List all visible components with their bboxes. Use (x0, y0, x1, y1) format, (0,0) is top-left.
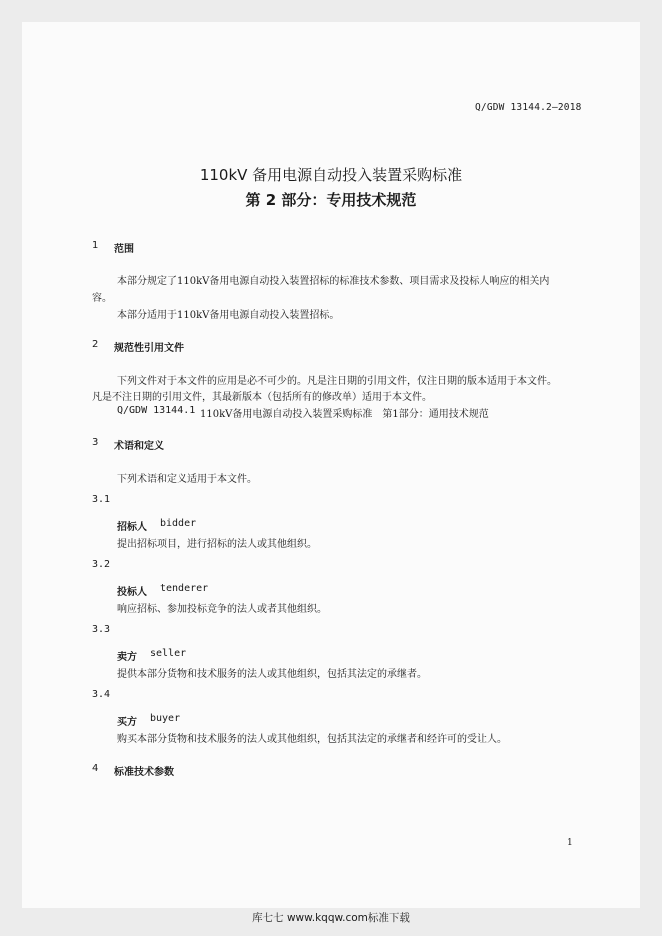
footer-source: 库七七 www.kqqw.com标准下载 (252, 912, 410, 924)
term-chinese: 买方 (117, 717, 137, 728)
term-english: bidder (160, 518, 197, 529)
term-number: 3.4 (92, 689, 111, 700)
term-english: tenderer (160, 583, 209, 594)
paragraph: 下列术语和定义适用于本文件。 (117, 474, 257, 485)
paragraph: 本部分规定了110kV备用电源自动投入装置招标的标准技术参数、项目需求及投标人响应的相关内 (117, 276, 550, 287)
reference-code: Q/GDW 13144.1 (117, 405, 196, 416)
section-number: 4 (92, 763, 99, 774)
section-number: 2 (92, 339, 99, 350)
section-title-scope: 范围 (114, 244, 134, 255)
term-definition: 响应招标、参加投标竞争的法人或者其他组织。 (117, 604, 327, 615)
doc-number: Q/GDW 13144.2—2018 (475, 102, 582, 113)
section-number: 3 (92, 437, 99, 448)
term-definition: 提供本部分货物和技术服务的法人或其他组织，包括其法定的承继者。 (117, 669, 427, 680)
term-number: 3.2 (92, 559, 111, 570)
paragraph: 凡是不注日期的引用文件，其最新版本（包括所有的修改单）适用于本文件。 (92, 392, 432, 403)
section-title-terms-definitions: 术语和定义 (114, 441, 164, 452)
term-english: buyer (150, 713, 181, 724)
term-definition: 提出招标项目，进行招标的法人或其他组织。 (117, 539, 317, 550)
term-chinese: 投标人 (117, 587, 147, 598)
paragraph: 容。 (92, 293, 112, 304)
term-number: 3.1 (92, 494, 111, 505)
section-number: 1 (92, 240, 99, 251)
reference-title: 110kV备用电源自动投入装置采购标准 第1部分：通用技术规范 (200, 409, 489, 420)
section-title-technical-parameters: 标准技术参数 (114, 767, 174, 778)
paragraph: 本部分适用于110kV备用电源自动投入装置招标。 (117, 310, 340, 321)
section-title-normative-references: 规范性引用文件 (114, 343, 184, 354)
paragraph: 下列文件对于本文件的应用是必不可少的。凡是注日期的引用文件，仅注日期的版本适用于本文件。 (117, 376, 557, 387)
doc-subtitle: 第 2 部分：专用技术规范 (245, 191, 417, 209)
term-number: 3.3 (92, 624, 111, 635)
term-chinese: 卖方 (117, 652, 137, 663)
page-number: 1 (567, 838, 573, 848)
term-definition: 购买本部分货物和技术服务的法人或其他组织，包括其法定的承继者和经许可的受让人。 (117, 734, 507, 745)
term-chinese: 招标人 (117, 522, 147, 533)
term-english: seller (150, 648, 187, 659)
doc-title: 110kV 备用电源自动投入装置采购标准 (199, 166, 463, 184)
